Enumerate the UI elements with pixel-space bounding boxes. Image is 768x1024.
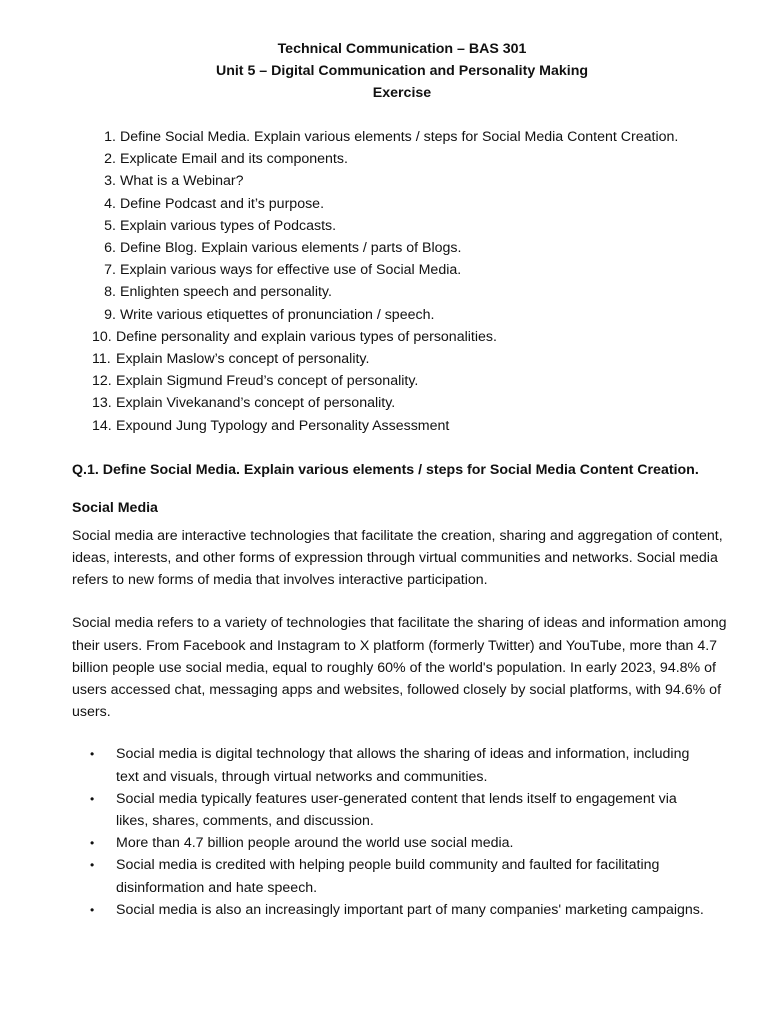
item-text: Define Social Media. Explain various elements / steps for Social Media Content Creation. [120,129,679,145]
item-number: 2. [104,151,116,168]
list-item [72,832,732,854]
list-item [72,788,732,832]
bullet-text: Social media is digital technology that allows the sharing of ideas and information, including text and visuals, through virtual networks and communities. [116,746,690,785]
document-page [72,38,732,921]
list-item [72,326,732,348]
item-text: What is a Webinar? [120,173,244,190]
list-item [72,899,732,921]
item-number: 4. [104,195,116,212]
paragraph: Social media are interactive technologies that facilitate the creation, sharing and aggregation of content, ideas, interests, and other forms of expression through virtual communities and networks. Social media refers to new forms of media that involves interactive participation. [72,527,723,589]
section-heading: Social Media [72,499,158,516]
item-text: Explain Sigmund Freud’s concept of personality. [116,373,419,390]
item-text: Explain various types of Podcasts. [120,217,337,234]
list-item [72,854,732,898]
item-text: Define Podcast and it’s purpose. [120,195,325,212]
item-number: 9. [104,306,116,323]
item-number: 11. [92,351,111,368]
list-item [72,392,732,414]
list-item [72,126,732,148]
item-number: 5. [104,217,116,234]
bullet-text: Social media is also an increasingly important part of many companies' marketing campaigns. [116,901,704,918]
item-text: Define personality and explain various types of personalities. [116,328,497,345]
list-item [72,259,732,281]
bullet-icon: • [90,836,95,851]
item-number: 6. [104,240,116,257]
item-text: Write various etiquettes of pronunciation / speech. [120,306,435,323]
item-text: Explain various ways for effective use of Social Media. [120,262,462,279]
paragraph: Social media refers to a variety of technologies that facilitate the sharing of ideas and information among their users. From Facebook and Instagram to X platform (formerly Twitter) and YouTube, more than 4.7 billion people use social media, equal to roughly 60% of the world's population. In early 2023, 94.8% of users accessed chat, messaging apps and websites, followed closely by social platforms, with 94.6% of users. [72,615,727,721]
list-item [72,348,732,370]
item-number: 7. [104,262,116,279]
bullet-text: Social media is credited with helping people build community and faulted for facilitating disinformation and hate speech. [116,857,660,896]
item-text: Explicate Email and its components. [120,151,348,168]
item-text: Enlighten speech and personality. [120,284,332,301]
item-number: 12. [92,373,112,390]
item-text: Explain Vivekanand’s concept of personality. [116,395,396,412]
list-item [72,148,732,170]
list-item [72,743,732,787]
item-number: 14. [92,417,112,434]
list-item [72,193,732,215]
bullet-icon: • [90,791,95,806]
list-item [72,415,732,437]
list-item [72,215,732,237]
item-number: 1. [104,129,116,145]
item-number: 13. [92,395,112,412]
bullet-text: More than 4.7 billion people around the world use social media. [116,835,514,852]
item-text: Expound Jung Typology and Personality Assessment [116,417,450,434]
course-title: Technical Communication – BAS 301 [277,41,527,57]
list-item [72,170,732,192]
exercise-title: Exercise [372,85,432,101]
item-number: 10. [92,328,112,345]
list-item [72,370,732,392]
item-number: 8. [104,284,116,301]
document-header [72,38,732,104]
item-text: Explain Maslow’s concept of personality. [116,351,370,368]
list-item [72,237,732,259]
bullet-icon: • [90,747,95,762]
bullet-text: Social media typically features user-generated content that lends itself to engagement via likes, shares, comments, and discussion. [116,790,677,830]
bullet-list [72,743,732,921]
unit-title: Unit 5 – Digital Communication and Personality Making [215,63,589,79]
list-item [72,304,732,326]
item-number: 3. [104,173,116,190]
bullet-icon: • [90,858,95,873]
bullet-icon: • [90,902,95,917]
item-text: Define Blog. Explain various elements / parts of Blogs. [120,240,462,257]
list-item [72,281,732,303]
exercise-list [72,126,732,437]
question-heading: Q.1. Define Social Media. Explain various elements / steps for Social Media Content Creation. [72,461,699,478]
